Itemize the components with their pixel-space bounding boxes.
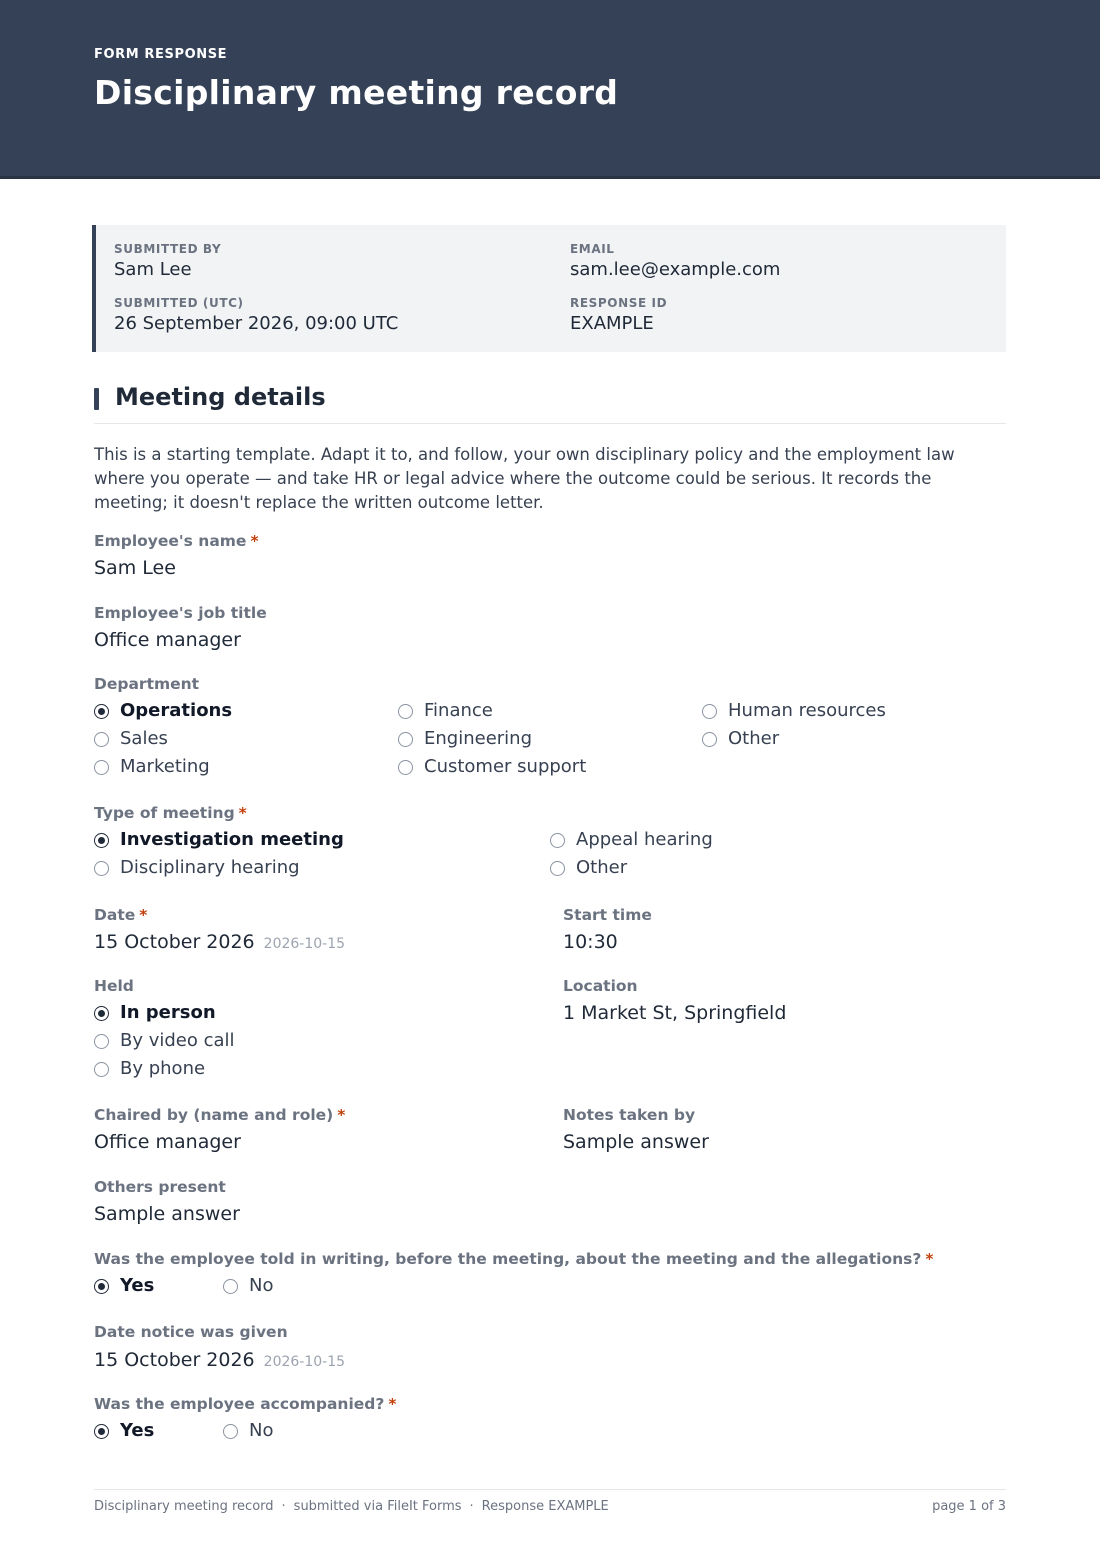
- submitted-utc-label: SUBMITTED (UTC): [114, 296, 244, 310]
- email-block: [570, 242, 780, 280]
- radio-empty-icon: [398, 704, 413, 719]
- start-time-label: Start time: [563, 906, 652, 924]
- required-asterisk: *: [337, 1106, 346, 1124]
- radio-empty-icon: [94, 732, 109, 747]
- response-id-block: [570, 296, 667, 334]
- response-id-label: RESPONSE ID: [570, 296, 668, 310]
- section-intro: This is a starting template. Adapt it to, and follow, your own disciplinary policy and the employment law where you operate — and take HR or legal advice where the outcome could be serious. It records the meeting; it doesn't replace the written outcome letter.: [94, 445, 955, 512]
- footer-submitted-via: submitted via FileIt Forms: [293, 1499, 462, 1514]
- email-label: EMAIL: [570, 242, 615, 256]
- radio-empty-icon: [702, 704, 717, 719]
- radio-empty-icon: [550, 861, 565, 876]
- job-title-label: Employee's job title: [94, 604, 267, 622]
- radio-selected-icon: [94, 704, 109, 719]
- chaired-by-label: Chaired by (name and role) *: [94, 1106, 346, 1124]
- required-asterisk: *: [250, 532, 259, 550]
- radio-selected-icon: [94, 1424, 109, 1439]
- section-title: Meeting details: [115, 383, 326, 411]
- section-heading: [94, 383, 1006, 424]
- required-asterisk: *: [388, 1395, 397, 1413]
- submitted-by-value: Sam Lee: [114, 259, 192, 280]
- meeting-type-label: Type of meeting *: [94, 804, 247, 822]
- radio-empty-icon: [94, 1034, 109, 1049]
- submission-meta-panel: [92, 225, 1006, 352]
- radio-empty-icon: [223, 1279, 238, 1294]
- others-present-label: Others present: [94, 1178, 226, 1196]
- section-accent-bar: [94, 388, 99, 410]
- footer-form-name: Disciplinary meeting record: [94, 1499, 274, 1514]
- told-in-writing-label: Was the employee told in writing, before the meeting, about the meeting and the allegations? *: [94, 1250, 934, 1268]
- employee-name-label: Employee's name *: [94, 532, 259, 550]
- date-iso: 2026-10-15: [263, 936, 346, 952]
- required-asterisk: *: [238, 804, 247, 822]
- held-label: Held: [94, 977, 134, 995]
- chaired-by-value: Office manager: [94, 1131, 241, 1153]
- notes-taken-by-value: Sample answer: [563, 1131, 709, 1153]
- footer-response: Response EXAMPLE: [481, 1499, 609, 1514]
- notice-date-iso: 2026-10-15: [263, 1354, 346, 1370]
- radio-empty-icon: [94, 1062, 109, 1077]
- required-asterisk: *: [925, 1250, 934, 1268]
- accompanied-label: Was the employee accompanied? *: [94, 1395, 397, 1413]
- radio-empty-icon: [702, 732, 717, 747]
- radio-empty-icon: [94, 861, 109, 876]
- date-label: Date *: [94, 906, 148, 924]
- page-title: Disciplinary meeting record: [94, 73, 619, 112]
- radio-empty-icon: [398, 760, 413, 775]
- notice-date-value: 15 October 2026 2026-10-15: [94, 1349, 346, 1371]
- radio-selected-icon: [94, 1006, 109, 1021]
- required-asterisk: *: [139, 906, 148, 924]
- footer-separator: ·: [469, 1499, 474, 1514]
- location-value: 1 Market St, Springfield: [563, 1002, 787, 1024]
- radio-selected-icon: [94, 833, 109, 848]
- submitted-by-block: [114, 242, 221, 280]
- footer-separator: ·: [281, 1499, 286, 1514]
- job-title-value: Office manager: [94, 629, 241, 651]
- notes-taken-by-label: Notes taken by: [563, 1106, 696, 1124]
- radio-empty-icon: [550, 833, 565, 848]
- footer-info: [94, 1499, 609, 1514]
- employee-name-value: Sam Lee: [94, 557, 176, 579]
- date-value: 15 October 2026 2026-10-15: [94, 931, 346, 953]
- location-label: Location: [563, 977, 638, 995]
- page-footer: [94, 1489, 1006, 1514]
- radio-selected-icon: [94, 1279, 109, 1294]
- email-value: sam.lee@example.com: [570, 259, 781, 280]
- others-present-value: Sample answer: [94, 1203, 240, 1225]
- radio-empty-icon: [398, 732, 413, 747]
- submitted-utc-value: 26 September 2026, 09:00 UTC: [114, 313, 399, 334]
- page-number: page 1 of 3: [932, 1499, 1006, 1514]
- submitted-by-label: SUBMITTED BY: [114, 242, 222, 256]
- notice-date-label: Date notice was given: [94, 1323, 288, 1341]
- department-label: Department: [94, 675, 200, 693]
- submitted-utc-block: [114, 296, 398, 334]
- header-eyebrow: FORM RESPONSE: [94, 47, 228, 62]
- radio-empty-icon: [223, 1424, 238, 1439]
- page-header: [0, 0, 1100, 179]
- radio-empty-icon: [94, 760, 109, 775]
- response-id-value: EXAMPLE: [570, 313, 654, 334]
- start-time-value: 10:30: [563, 931, 618, 953]
